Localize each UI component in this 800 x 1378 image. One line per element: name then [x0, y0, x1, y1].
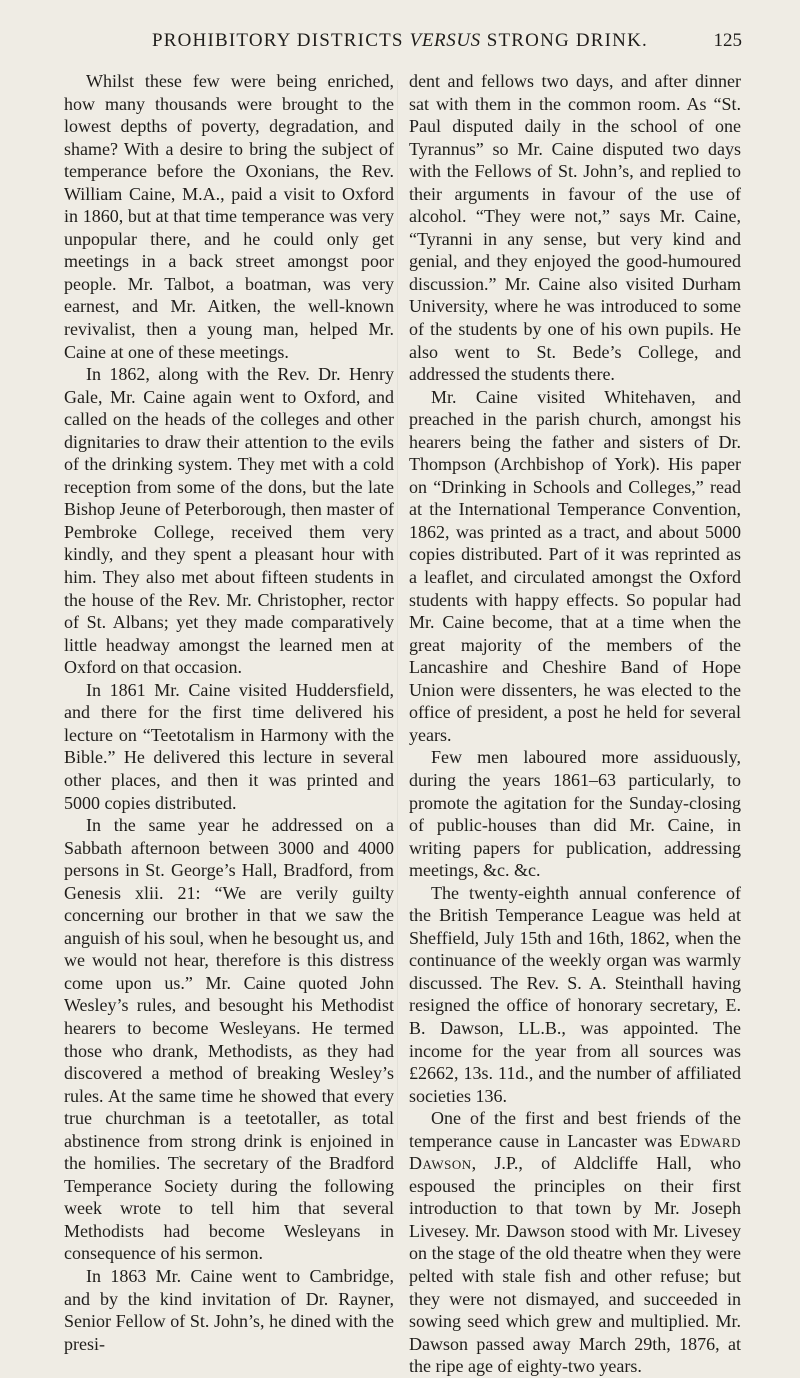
- paragraph-left-1: Whilst these few were being enriched, how many thousands were brought to the lowest depths of poverty, degradation, and shame? With a desire to bring the subject of temperance before the Oxonians, the Rev. William Caine, M.A., paid a visit to Oxford in 1860, but at that time temperance was very unpopular there, and he could only get meetings in a back street amongst poor people. Mr. Talbot, a boatman, was very earnest, and Mr. Aitken, the well-known revivalist, then a young man, helped Mr. Caine at one of these meetings.: [64, 71, 394, 362]
- running-head-versus: VERSUS: [409, 30, 481, 51]
- column-gutter: [397, 80, 398, 1140]
- running-head-part1: PROHIBITORY DISTRICTS: [152, 30, 404, 51]
- page-number: 125: [713, 30, 742, 51]
- page-header: [58, 22, 742, 62]
- left-column: [64, 70, 394, 1355]
- paragraph-right-3: Few men laboured more assiduously, during the years 1861–63 particularly, to promote the agitation for the Sunday-closing of public-houses than did Mr. Caine, in writing papers for publication, addressing meetings, &c. &c.: [409, 747, 741, 881]
- paragraph-right-1: dent and fellows two days, and after dinner sat with them in the common room. As “St. Paul disputed daily in the school of one Tyrannus” so Mr. Caine disputed two days with the Fellows of St. John’s, and replied to their arguments in favour of the use of alcohol. “They were not,” says Mr. Caine, “Tyranni in any sense, but very kind and genial, and they enjoyed the good-humoured discussion.” Mr. Caine also visited Durham University, where he was introduced to some of the students by one of his own pupils. He also went to St. Bede’s College, and addressed the students there.: [409, 71, 741, 385]
- paragraph-right-4: The twenty-eighth annual conference of the British Temperance League was held at Sheffield, July 15th and 16th, 1862, when the continuance of the weekly organ was warmly discussed. The Rev. S. A. Steinthall having resigned the office of honorary secretary, E. B. Dawson, LL.B., was appointed. The income for the year from all sources was £2662, 13s. 11d., and the number of affiliated societies 136.: [409, 882, 741, 1106]
- paragraph-left-5: In 1863 Mr. Caine went to Cambridge, and by the kind invitation of Dr. Rayner, Senior Fellow of St. John’s, he dined with the presi-: [64, 1265, 394, 1354]
- paragraph-right-5-end: , J.P., of Aldcliffe Hall, who espoused the principles on their first introduction to that town by Mr. Joseph Livesey. Mr. Dawson stood with Mr. Livesey on the stage of the old theatre when they were pelted with stale fish and other refuse; but they were not dismayed, and succeeded in sowing seed which grew and multiplied. Mr. Dawson passed away March 29th, 1876, at the ripe age of eighty-two years.: [409, 1153, 741, 1377]
- running-head: [58, 30, 742, 52]
- paragraph-left-2: In 1862, along with the Rev. Dr. Henry Gale, Mr. Caine again went to Oxford, and called on the heads of the colleges and other dignitaries to draw their attention to the evils of the drinking system. They met with a cold reception from some of the dons, but the late Bishop Jeune of Peterborough, then master of Pembroke College, received them very kindly, and they spent a pleasant hour with him. They also met about fifteen students in the house of the Rev. Mr. Christopher, rector of St. Albans; yet they made comparatively little headway amongst the learned men at Oxford on that occasion.: [64, 364, 394, 678]
- person-name-edward-dawson: Edward Dawson: [409, 1130, 741, 1174]
- paragraph-left-3: In 1861 Mr. Caine visited Huddersfield, and there for the first time delivered his lecture on “Teetotalism in Harmony with the Bible.” He delivered this lecture in several other places, and then it was printed and 5000 copies distributed.: [64, 679, 394, 813]
- running-head-part3: STRONG DRINK.: [486, 30, 648, 51]
- paragraph-right-5-start: One of the first and best friends of the temperance cause in Lancaster was: [409, 1108, 741, 1151]
- paragraph-right-5: [409, 1107, 741, 1378]
- right-column: [409, 70, 741, 1378]
- paragraph-right-2: Mr. Caine visited Whitehaven, and preached in the parish church, amongst his hearers being the father and sisters of Dr. Thompson (Archbishop of York). His paper on “Drinking in Schools and Colleges,” read at the International Temperance Convention, 1862, was printed as a tract, and about 5000 copies distributed. Part of it was reprinted as a leaflet, and circulated amongst the Oxford students with happy effects. So popular had Mr. Caine become, that at a time when the great majority of the members of the Lancashire and Cheshire Band of Hope Union were dissenters, he was elected to the office of president, a post he held for several years.: [409, 386, 741, 745]
- paragraph-left-4: In the same year he addressed on a Sabbath afternoon between 3000 and 4000 persons in St. George’s Hall, Bradford, from Genesis xlii. 21: “We are verily guilty concerning our brother in that we saw the anguish of his soul, when he besought us, and we would not hear, therefore is this distress come upon us.” Mr. Caine quoted John Wesley’s rules, and besought his Methodist hearers to become Wesleyans. He termed those who drank, Methodists, as they had discovered a method of breaking Wesley’s rules. At the same time he showed that every true churchman is a teetotaller, as total abstinence from strong drink is enjoined in the homilies. The secretary of the Bradford Temperance Society during the following week wrote to tell him that several Methodists had become Wesleyans in consequence of his sermon.: [64, 815, 394, 1264]
